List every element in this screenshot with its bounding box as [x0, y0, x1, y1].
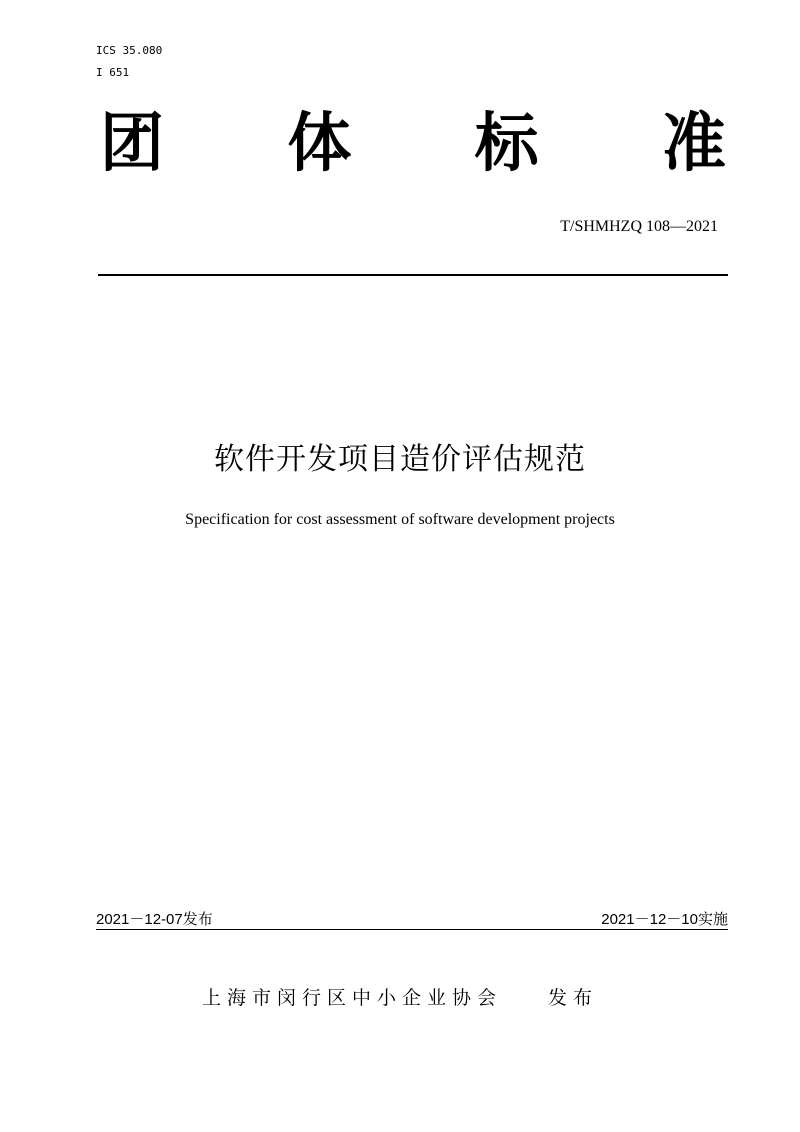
ccs-code: I 651 [96, 66, 130, 79]
implementation-date: 2021－12－10实施 [601, 911, 728, 928]
standard-code: T/SHMHZQ 108—2021 [560, 218, 718, 235]
standard-type-char-4: 准 [661, 107, 726, 181]
standard-type-char-2: 体 [287, 107, 352, 181]
issue-date: 2021－12-07发布 [96, 911, 213, 928]
standard-type-char-1: 团 [100, 107, 164, 181]
footer-divider [96, 929, 728, 930]
standard-type-char-3: 标 [474, 107, 539, 181]
chinese-title: 软件开发项目造价评估规范 [214, 442, 586, 477]
standard-type-heading [100, 108, 726, 180]
publisher-action: 发布 [548, 987, 599, 1009]
english-title: Specification for cost assessment of software development projects [185, 511, 615, 528]
publisher-line [0, 983, 800, 1010]
publisher-name: 上海市闵行区中小企业协会 [201, 987, 502, 1009]
ics-code: ICS 35.080 [96, 44, 163, 57]
classification-codes [96, 40, 162, 84]
header-divider [98, 274, 728, 276]
